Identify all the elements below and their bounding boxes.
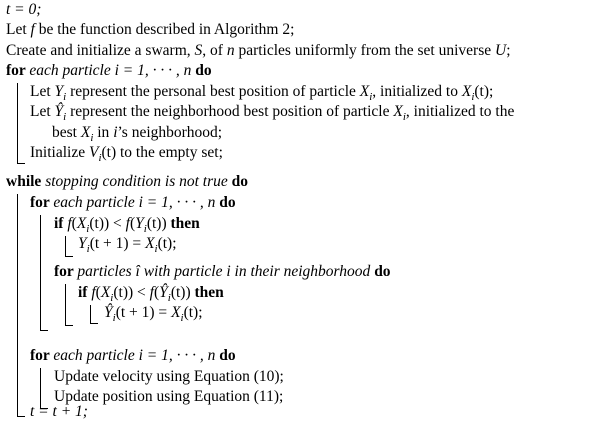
keyword-text: then — [166, 215, 200, 232]
plain-text: (t)) < — [113, 284, 150, 301]
keyword-text: if — [78, 284, 92, 301]
algo-line-increment-t — [30, 402, 88, 422]
keyword-text: while — [6, 173, 46, 190]
math-text: Ŷ — [54, 103, 64, 120]
algo-line-update-position — [54, 387, 283, 407]
block-rule-for-init — [17, 83, 18, 163]
math-text: Y — [54, 83, 64, 100]
subscript-text: i — [63, 91, 67, 104]
plain-text: (t); — [474, 83, 494, 100]
plain-text: ( — [153, 284, 160, 301]
block-rule-for-neighbors — [65, 284, 66, 325]
math-text: f — [149, 284, 154, 301]
plain-text: (t) to the empty set; — [101, 144, 223, 161]
plain-text: ( — [71, 215, 77, 232]
subscript-text: i — [369, 91, 373, 104]
plain-text: (t); — [157, 235, 177, 252]
math-text: X — [145, 235, 155, 252]
math-text: Y — [78, 235, 87, 252]
algo-line-for-neighbors — [54, 262, 391, 282]
math-text: X — [76, 215, 87, 232]
plain-text: ( — [95, 284, 101, 301]
math-text: X — [171, 304, 181, 321]
keyword-text: do — [370, 263, 391, 280]
plain-text: particles uniformly from the set universe — [234, 42, 495, 59]
keyword-text: for — [54, 263, 78, 280]
math-text: U — [494, 42, 507, 59]
math-text: X — [393, 103, 403, 120]
math-text: each particle i = 1, · · · , n — [29, 62, 192, 79]
plain-text: Initialize — [30, 144, 89, 161]
math-text: n — [226, 42, 235, 59]
algo-line-neighborhood-best — [30, 102, 514, 122]
math-text: t = t + 1; — [30, 403, 88, 420]
plain-text: represent the personal best position of particle — [66, 83, 360, 100]
plain-text: best — [52, 124, 81, 141]
plain-text: , initialized to the — [405, 103, 515, 120]
subscript-text: i — [143, 223, 147, 236]
algo-line-if-neighborhood — [78, 283, 224, 303]
subscript-text: i — [112, 312, 116, 325]
block-rule-for-particles — [40, 215, 41, 330]
block-rule-for-update-end — [40, 408, 48, 409]
subscript-text: i — [86, 223, 90, 236]
math-text: each particle i = 1, · · · , n — [53, 347, 216, 364]
math-text: X — [100, 284, 111, 301]
algo-line-for-each-particle-3 — [30, 346, 236, 366]
math-text: Y — [135, 215, 144, 232]
subscript-text: i — [471, 91, 475, 104]
plain-text: in — [93, 124, 114, 141]
subscript-text: i — [110, 292, 114, 305]
plain-text: ’s neighborhood; — [117, 124, 223, 141]
keyword-text: do — [215, 347, 236, 364]
math-text: Ŷ — [159, 284, 168, 301]
plain-text: Let — [6, 21, 31, 38]
math-text: f — [67, 215, 72, 232]
subscript-text: i — [63, 111, 67, 124]
plain-text: , of — [202, 42, 227, 59]
algo-line-neighborhood-best-2 — [52, 123, 222, 143]
math-text: f — [125, 215, 130, 232]
plain-text: Let — [30, 103, 55, 120]
math-text: X — [461, 83, 472, 100]
math-text: stopping condition is not true — [45, 173, 228, 190]
block-rule-for-particles-end — [40, 330, 48, 331]
subscript-text: i — [86, 243, 90, 256]
subscript-text: i — [154, 243, 158, 256]
plain-text: (t + 1) = — [89, 235, 146, 252]
block-rule-while — [17, 194, 18, 416]
plain-text: Update velocity using Equation (10); — [54, 368, 284, 385]
math-text: S — [194, 42, 203, 59]
plain-text: be the function described in Algorithm 2; — [34, 21, 295, 38]
math-text: f — [91, 284, 96, 301]
subscript-text: i — [90, 132, 94, 145]
plain-text: (t + 1) = — [115, 304, 172, 321]
keyword-text: if — [54, 215, 68, 232]
plain-text: (t); — [183, 304, 203, 321]
math-text: X — [359, 83, 370, 100]
math-text: f — [30, 21, 35, 38]
algo-line-if-personal — [54, 214, 200, 234]
algo-line-update-neighborhood — [104, 303, 203, 323]
math-text: i — [113, 124, 118, 141]
plain-text: Let — [30, 83, 55, 100]
block-rule-for-init-end — [17, 163, 25, 164]
math-text: t = 0; — [6, 1, 42, 18]
keyword-text: for — [30, 347, 54, 364]
math-text: each particle i = 1, · · · , n — [53, 194, 216, 211]
plain-text: , initialized to — [372, 83, 462, 100]
block-rule-while-end — [17, 416, 25, 417]
algo-line-update-velocity — [54, 367, 284, 387]
keyword-text: for — [6, 62, 30, 79]
plain-text: (t)) — [170, 284, 191, 301]
subscript-text: i — [180, 312, 184, 325]
subscript-text: i — [167, 292, 171, 305]
keyword-text: for — [30, 194, 54, 211]
plain-text: (t)) < — [89, 215, 126, 232]
block-rule-if-personal-end — [65, 256, 73, 257]
math-text: V — [88, 144, 99, 161]
block-rule-for-update — [40, 368, 41, 408]
algo-line-for-each-particle — [6, 61, 212, 81]
block-rule-if-neighborhood-end — [90, 323, 98, 324]
plain-text: Create and initialize a swarm, — [6, 42, 195, 59]
algo-line-create-swarm — [6, 41, 511, 61]
plain-text: represent the neighborhood best position of particle — [66, 103, 394, 120]
algo-line-while — [6, 172, 248, 192]
plain-text: ; — [506, 42, 511, 59]
algo-line-update-personal — [78, 234, 177, 254]
algo-line-define-f — [6, 20, 294, 40]
math-text: particles î with particle i in their neighborhood — [77, 263, 371, 280]
plain-text: (t)) — [146, 215, 167, 232]
keyword-text: do — [191, 62, 212, 79]
subscript-text: i — [98, 152, 102, 165]
plain-text: ( — [129, 215, 136, 232]
keyword-text: do — [215, 194, 236, 211]
keyword-text: do — [227, 173, 248, 190]
math-text: X — [80, 124, 91, 141]
keyword-text: then — [190, 284, 224, 301]
subscript-text: i — [402, 111, 406, 124]
plain-text: Update position using Equation (11); — [54, 388, 284, 405]
block-rule-if-personal — [65, 236, 66, 256]
algo-line-init-t — [6, 0, 41, 20]
algo-line-personal-best — [30, 82, 493, 102]
block-rule-for-neighbors-end — [65, 325, 73, 326]
algo-line-for-each-particle-2 — [30, 193, 236, 213]
math-text: Ŷ — [104, 304, 113, 321]
algo-line-init-velocity — [30, 143, 223, 163]
block-rule-if-neighborhood — [90, 305, 91, 323]
